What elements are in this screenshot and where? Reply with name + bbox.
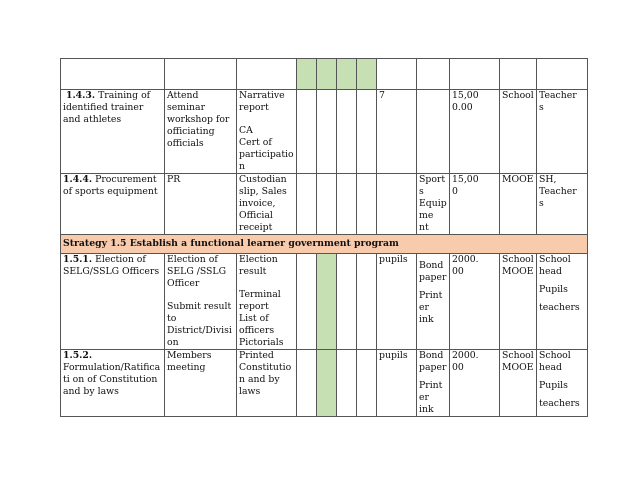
table-row (61, 254, 588, 350)
cell-amount: 2000. 00 (450, 350, 500, 417)
timeline-cell (297, 254, 317, 350)
table-row (61, 350, 588, 417)
activity-cell (61, 90, 165, 174)
timeline-cell (357, 254, 377, 350)
activity-cell (61, 174, 165, 235)
cell-procedure: Attend seminar workshop for officiating officials (165, 90, 237, 174)
timeline-cell-green (317, 59, 337, 90)
cell-amount: 15,00 0 (450, 174, 500, 235)
table-row (61, 90, 588, 174)
cell-resources (417, 90, 450, 174)
cell-target: 7 (377, 90, 417, 174)
activity-code: 1.4.3. (65, 90, 96, 101)
strategy-row (61, 235, 588, 254)
timeline-cell-green (337, 59, 357, 90)
timeline-cell (357, 350, 377, 417)
cell-output: Printed Constitutio n and by laws (237, 350, 297, 417)
timeline-cell (357, 174, 377, 235)
cell-target (377, 174, 417, 235)
timeline-cell (317, 90, 337, 174)
table-cell (537, 59, 588, 90)
activity-cell (61, 350, 165, 417)
timeline-cell-green (317, 350, 337, 417)
timeline-cell (337, 174, 357, 235)
cell-output: Narrative report CA Cert of participatio n (237, 90, 297, 174)
cell-responsible: Teacher s (537, 90, 588, 174)
timeline-cell (337, 90, 357, 174)
timeline-cell-green (297, 59, 317, 90)
cell-responsible: SH, Teacher s (537, 174, 588, 235)
activity-text: Procurement of sports equipment (63, 174, 158, 197)
cell-source: School MOOE (500, 350, 537, 417)
activity-text: Election of SELG/SSLG Officers (63, 254, 160, 277)
activity-code: 1.5.2. (63, 350, 93, 361)
table-cell (500, 59, 537, 90)
activity-text: Formulation/Ratificati on of Constitution and by laws (63, 362, 161, 397)
cell-target: pupils (377, 350, 417, 417)
timeline-cell (317, 174, 337, 235)
cell-resources: Bond paper Printer ink (417, 350, 450, 417)
table-cell (61, 59, 165, 90)
table-row (61, 174, 588, 235)
activity-code: 1.4.4. (63, 174, 93, 185)
activity-code: 1.5.1. (63, 254, 93, 265)
table-cell (237, 59, 297, 90)
activity-text: Training of identified trainer and athletes (63, 90, 151, 125)
cell-source: School MOOE (500, 254, 537, 350)
cell-source: School (500, 90, 537, 174)
cell-procedure: PR (165, 174, 237, 235)
table-cell (165, 59, 237, 90)
timeline-cell (357, 90, 377, 174)
cell-output: Election result Terminal report List of officers Pictorials (237, 254, 297, 350)
cell-responsible: School head Pupils teachers (537, 350, 588, 417)
cell-resources: Bond paper Printer ink (417, 254, 450, 350)
cell-responsible: School head Pupils teachers (537, 254, 588, 350)
cell-amount: 15,00 0.00 (450, 90, 500, 174)
timeline-cell (297, 174, 317, 235)
cell-procedure: Members meeting (165, 350, 237, 417)
timeline-cell-green (357, 59, 377, 90)
table-cell (417, 59, 450, 90)
timeline-cell-green (317, 254, 337, 350)
cell-resources: Sports Equipme nt (417, 174, 450, 235)
table-row-blank (61, 59, 588, 90)
cell-amount: 2000. 00 (450, 254, 500, 350)
cell-output: Custodian slip, Sales invoice, Official receipt (237, 174, 297, 235)
activity-cell (61, 254, 165, 350)
timeline-cell (337, 350, 357, 417)
timeline-cell (297, 350, 317, 417)
timeline-cell (337, 254, 357, 350)
cell-target: pupils (377, 254, 417, 350)
timeline-cell (297, 90, 317, 174)
cell-procedure: Election of SELG /SSLG Officer Submit result to District/Divisi on (165, 254, 237, 350)
cell-source: MOOE (500, 174, 537, 235)
table-cell (377, 59, 417, 90)
operational-plan-table (60, 58, 588, 417)
table-cell (450, 59, 500, 90)
strategy-heading: Strategy 1.5 Establish a functional learner government program (61, 235, 588, 254)
